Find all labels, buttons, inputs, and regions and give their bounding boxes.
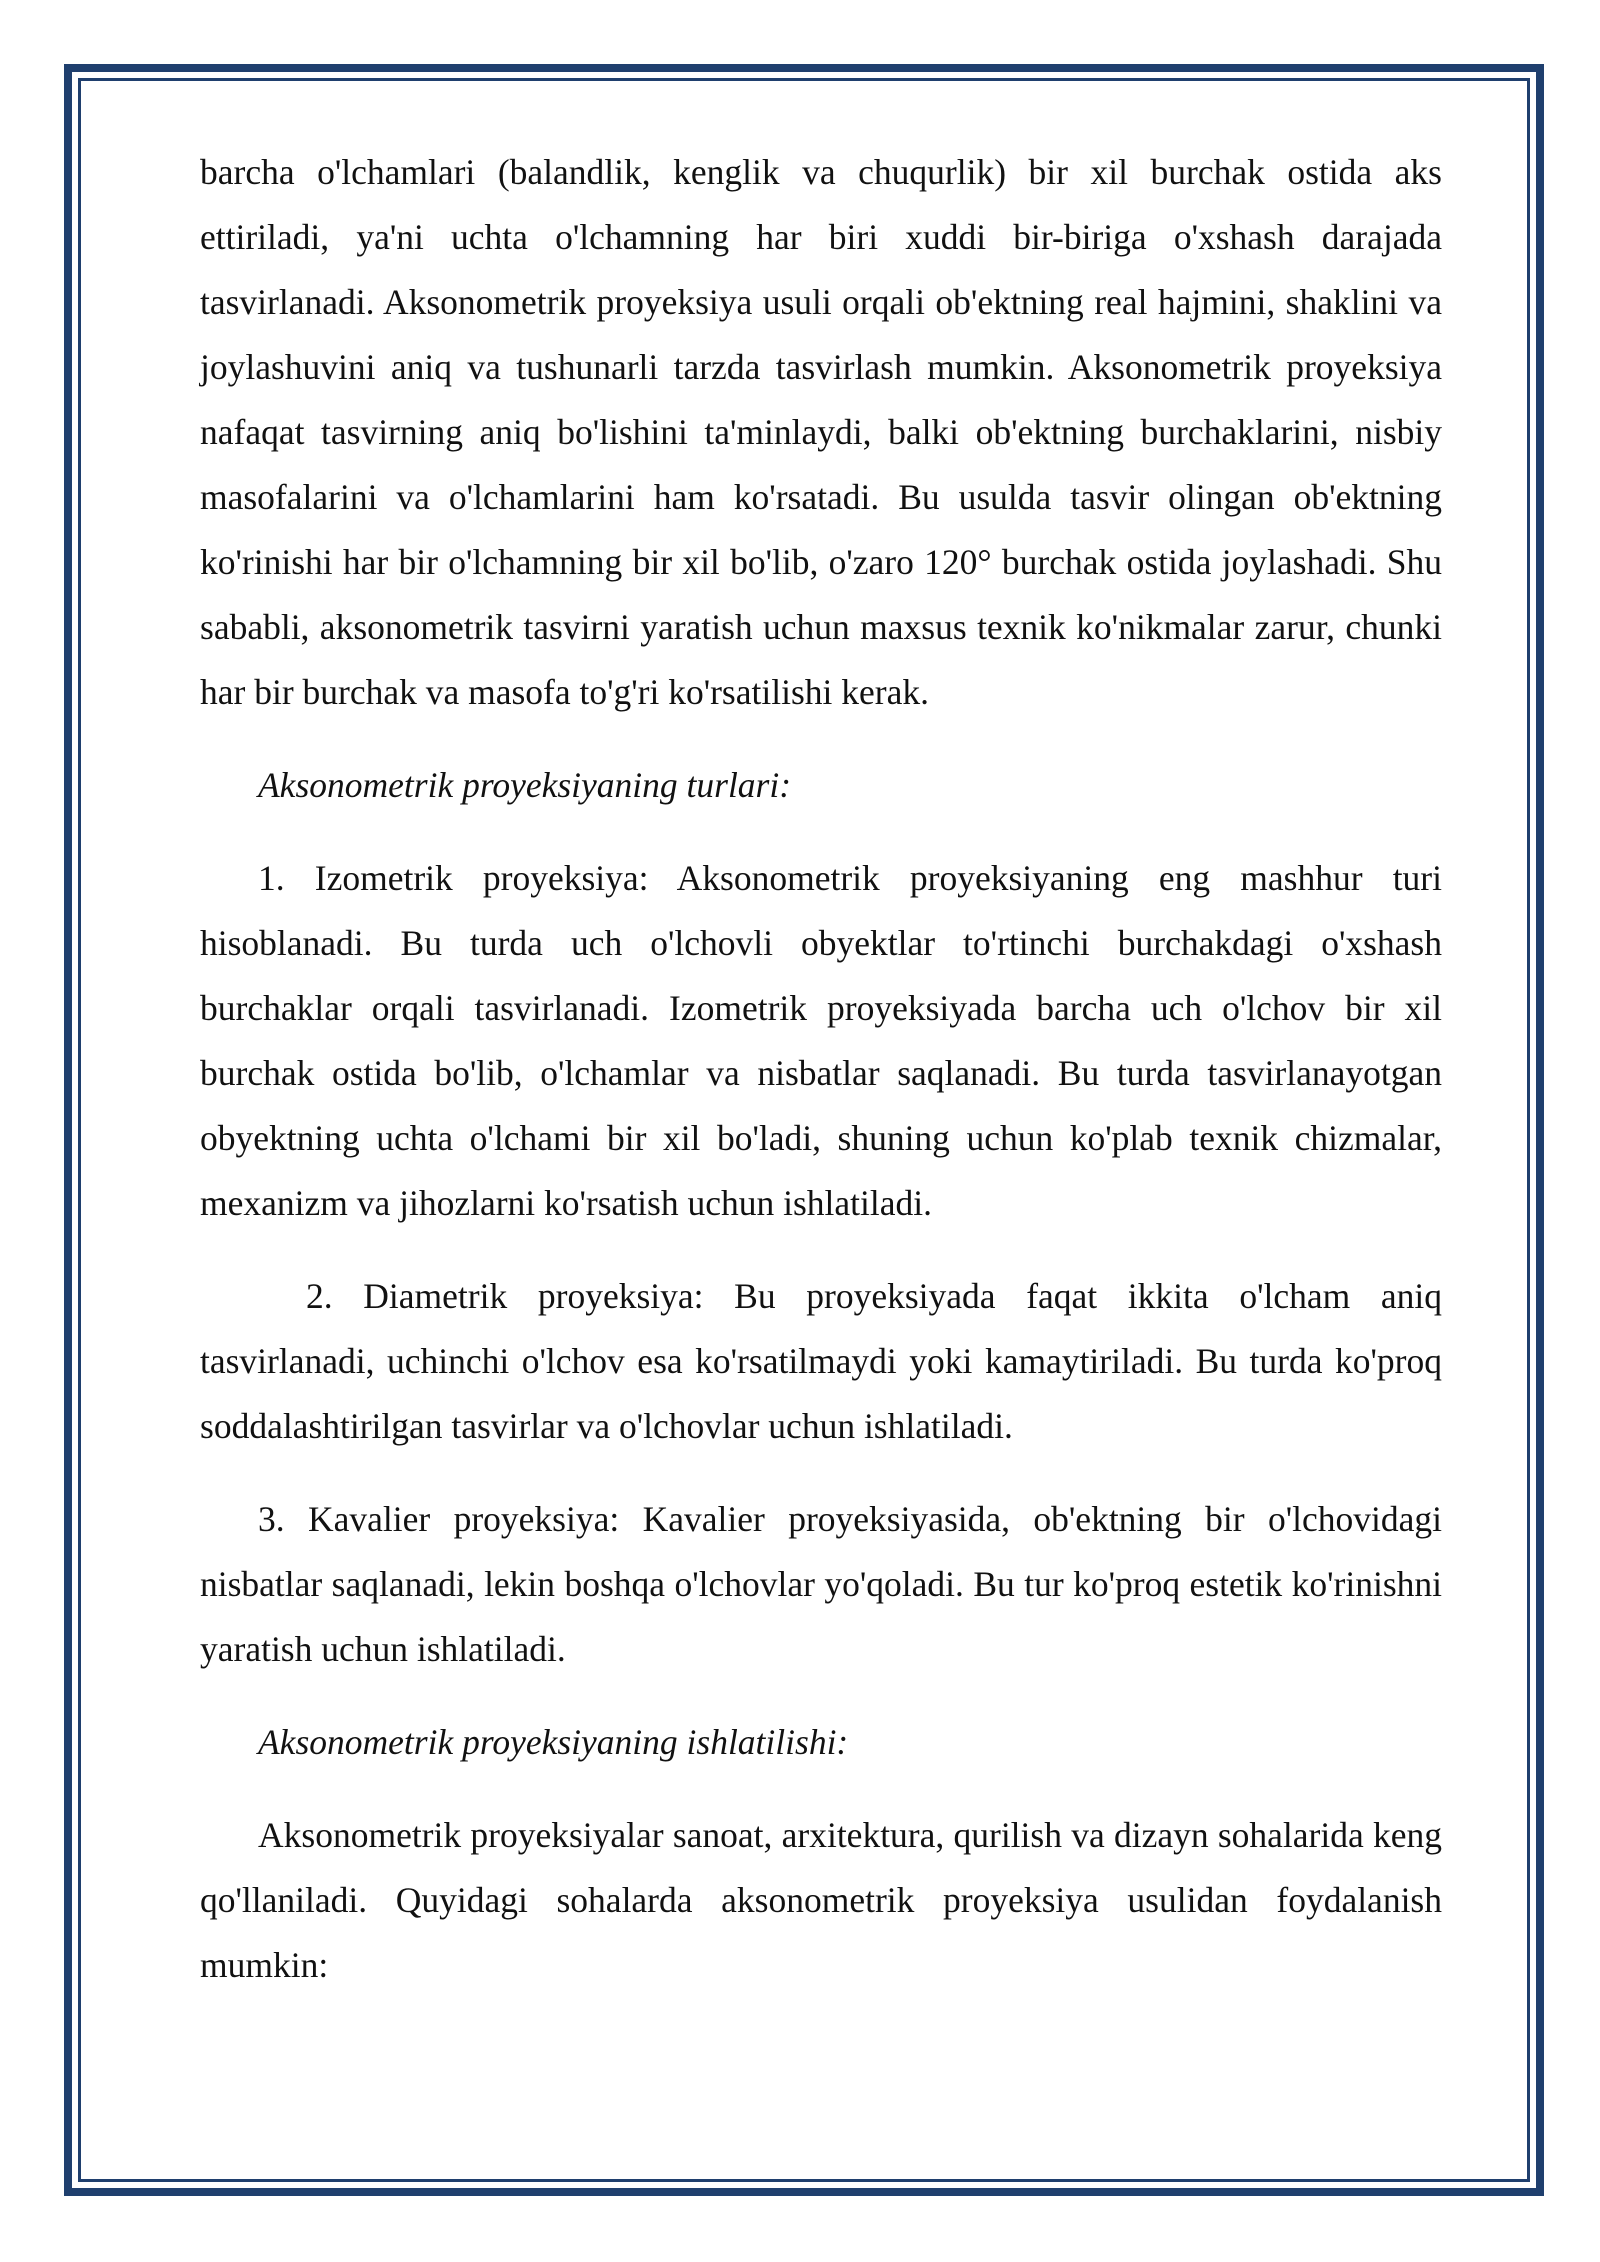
- list-item-isometric: 1. Izometrik proyeksiya: Aksonometrik proyeksiyaning eng mashhur turi hisoblanadi. Bu turda uch o'lchovli obyektlar to'rtinchi burchakdagi o'xshash burchaklar orqali tasvirlanadi. Izometrik proyeksiyada barcha uch o'lchov bir xil burchak ostida bo'lib, o'lchamlar va nisbatlar saqlanadi. Bu turda tasvirlanayotgan obyektning uchta o'lchami bir xil bo'ladi, shuning uchun ko'plab texnik chizmalar, mexanizm va jihozlarni ko'rsatish uchun ishlatiladi.: [200, 858, 1442, 1223]
- section-heading-usage: Aksonometrik proyeksiyaning ishlatilishi:: [258, 1722, 849, 1762]
- section-heading-types: Aksonometrik proyeksiyaning turlari:: [258, 765, 792, 805]
- paragraph-intro-continued: barcha o'lchamlari (balandlik, kenglik va chuqurlik) bir xil burchak ostida aks ettiriladi, ya'ni uchta o'lchamning har biri xuddi bir-biriga o'xshash darajada tasvirlanadi. Aksonometrik proyeksiya usuli orqali ob'ektning real hajmini, shaklini va joylashuvini aniq va tushunarli tarzda tasvirlash mumkin. Aksonometrik proyeksiya nafaqat tasvirning aniq bo'lishini ta'minlaydi, balki ob'ektning burchaklarini, nisbiy masofalarini va o'lchamlarini ham ko'rsatadi. Bu usulda tasvir olingan ob'ektning ko'rinishi har bir o'lchamning bir xil bo'lib, o'zaro 120° burchak ostida joylashadi. Shu sababli, aksonometrik tasvirni yaratish uchun maxsus texnik ko'nikmalar zarur, chunki har bir burchak va masofa to'g'ri ko'rsatilishi kerak.: [200, 152, 1442, 712]
- document-body: [200, 140, 1442, 1998]
- paragraph-usage: Aksonometrik proyeksiyalar sanoat, arxitektura, qurilish va dizayn sohalarida keng qo'llaniladi. Quyidagi sohalarda aksonometrik proyeksiya usulidan foydalanish mumkin:: [200, 1815, 1442, 1985]
- list-item-cavalier: 3. Kavalier proyeksiya: Kavalier proyeksiyasida, ob'ektning bir o'lchovidagi nisbatlar saqlanadi, lekin boshqa o'lchovlar yo'qoladi. Bu tur ko'proq estetik ko'rinishni yaratish uchun ishlatiladi.: [200, 1499, 1442, 1669]
- list-item-dimetric: 2. Diametrik proyeksiya: Bu proyeksiyada faqat ikkita o'lcham aniq tasvirlanadi, uchinchi o'lchov esa ko'rsatilmaydi yoki kamaytiriladi. Bu turda ko'proq soddalashtirilgan tasvirlar va o'lchovlar uchun ishlatiladi.: [200, 1276, 1442, 1446]
